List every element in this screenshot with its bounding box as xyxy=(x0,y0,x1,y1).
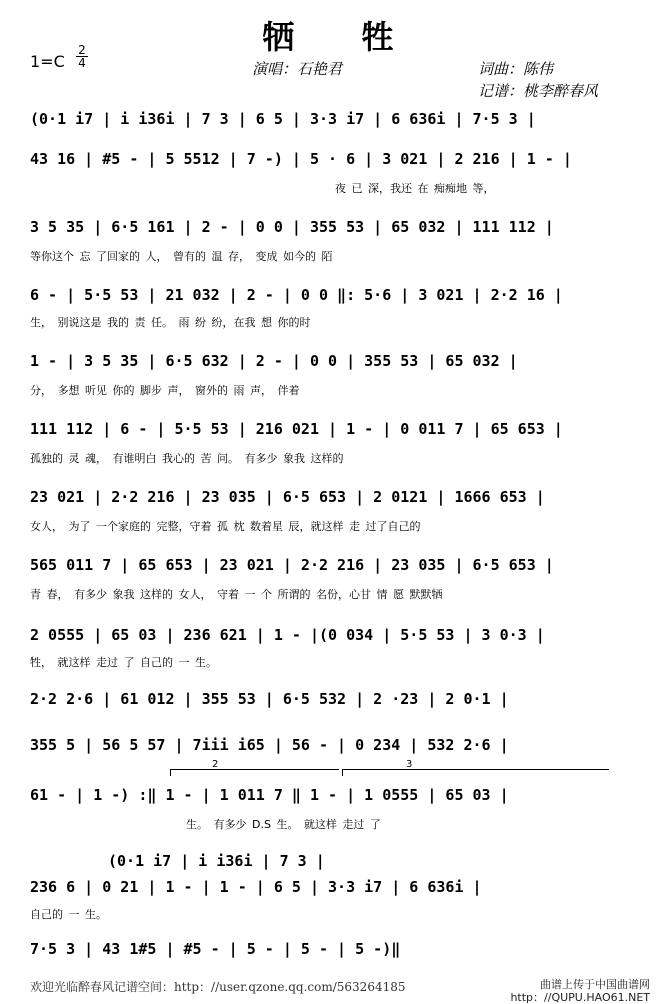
site-stamp xyxy=(510,978,650,1004)
notation-line-4: 6 - | 5·5 53 | 21 032 | 2 - | 0 0 ‖: 5·6 | 3 021 | 2·2 16 | xyxy=(30,286,563,304)
lyric-line-2: 夜 已 深，我还 在 痴痴地 等， xyxy=(335,182,495,195)
lyric-line-9: 牲， 就这样 走过 了 自己的 一 生。 xyxy=(30,656,217,669)
lyric-line-3: 等你这个 忘 了回家的 人， 曾有的 温 存， 变成 如今的 陌 xyxy=(30,250,333,263)
notation-line-14: 236 6 | 0 21 | 1 - | 1 - | 6 5 | 3·3 i7 | 6 636i | xyxy=(30,878,482,896)
time-signature xyxy=(76,44,88,69)
lyric-line-4: 生， 别说这是 我的 责 任。 雨 纷 纷，在我 想 你的时 xyxy=(30,316,311,329)
stamp-line-2: http：//QUPU.HAO61.NET xyxy=(510,991,650,1004)
lyric-line-8: 青 春， 有多少 象我 这样的 女人， 守着 一 个 所谓的 名份，心甘 情 愿 默默牺 xyxy=(30,588,443,601)
footer-link-text: 欢迎光临醉春风记谱空间：http：//user.qzone.qq.com/563264185 xyxy=(30,980,406,994)
lyric-line-7: 女人， 为了 一个家庭的 完整，守着 孤 枕 数着星 辰，就这样 走 过了自己的 xyxy=(30,520,421,533)
composer-credit: 词曲：陈伟 xyxy=(478,60,554,78)
meter-top: 2 xyxy=(78,43,86,57)
lyric-line-12: 生。 有多少 D.S 生。 就这样 走过 了 xyxy=(186,818,381,831)
singer-credit: 演唱：石艳君 xyxy=(252,60,343,78)
key-signature: 1=C xyxy=(30,52,65,71)
notation-line-15: 7·5 3 | 43 1#5 | #5 - | 5 - | 5 - | 5 -)‖ xyxy=(30,940,401,958)
song-title: 牺 牲 xyxy=(262,18,422,56)
notation-line-1: (0·1 i7 | i i36i | 7 3 | 6 5 | 3·3 i7 | 6 636i | 7·5 3 | xyxy=(30,110,536,128)
notation-line-6: 111 112 | 6 - | 5·5 53 | 216 021 | 1 - | 0 011 7 | 65 653 | xyxy=(30,420,563,438)
transcriber-credit: 记谱：桃李醉春风 xyxy=(478,82,599,100)
lyric-line-6: 孤独的 灵 魂， 有谁明白 我心的 苦 问。 有多少 象我 这样的 xyxy=(30,452,344,465)
notation-line-5: 1 - | 3 5 35 | 6·5 632 | 2 - | 0 0 | 355 53 | 65 032 | xyxy=(30,352,518,370)
notation-line-9: 2 0555 | 65 03 | 236 621 | 1 - |(0 034 | 5·5 53 | 3 0·3 | xyxy=(30,626,545,644)
volta-brackets xyxy=(170,759,610,776)
notation-line-2: 43 16 | #5 - | 5 5512 | 7 -) | 5 · 6 | 3 021 | 2 216 | 1 - | xyxy=(30,150,572,168)
notation-line-11: 355 5 | 56 5 57 | 7iii i65 | 56 - | 0 234 | 532 2·6 | xyxy=(30,736,509,754)
lyric-line-5: 分， 多想 听见 你的 脚步 声， 窗外的 雨 声， 伴着 xyxy=(30,384,300,397)
notation-line-3: 3 5 35 | 6·5 161 | 2 - | 0 0 | 355 53 | 65 032 | 111 112 | xyxy=(30,218,554,236)
lyric-line-14: 自己的 一 生。 xyxy=(30,908,107,921)
notation-line-13: (0·1 i7 | i i36i | 7 3 | xyxy=(108,852,325,870)
notation-line-10: 2·2 2·6 | 61 012 | 355 53 | 6·5 532 | 2 ·23 | 2 0·1 | xyxy=(30,690,509,708)
meter-bottom: 4 xyxy=(78,56,86,70)
stamp-line-1: 曲谱上传于中国曲谱网 xyxy=(540,978,650,991)
notation-line-12: 61 - | 1 -) :‖ 1 - | 1 011 7 ‖ 1 - | 1 0555 | 65 03 | xyxy=(30,786,509,804)
notation-line-8: 565 011 7 | 65 653 | 23 021 | 2·2 216 | 23 035 | 6·5 653 | xyxy=(30,556,554,574)
volta-first-label: 2 xyxy=(212,759,219,770)
notation-line-7: 23 021 | 2·2 216 | 23 035 | 6·5 653 | 2 0121 | 1666 653 | xyxy=(30,488,545,506)
volta-second-label: 3 xyxy=(406,759,413,770)
